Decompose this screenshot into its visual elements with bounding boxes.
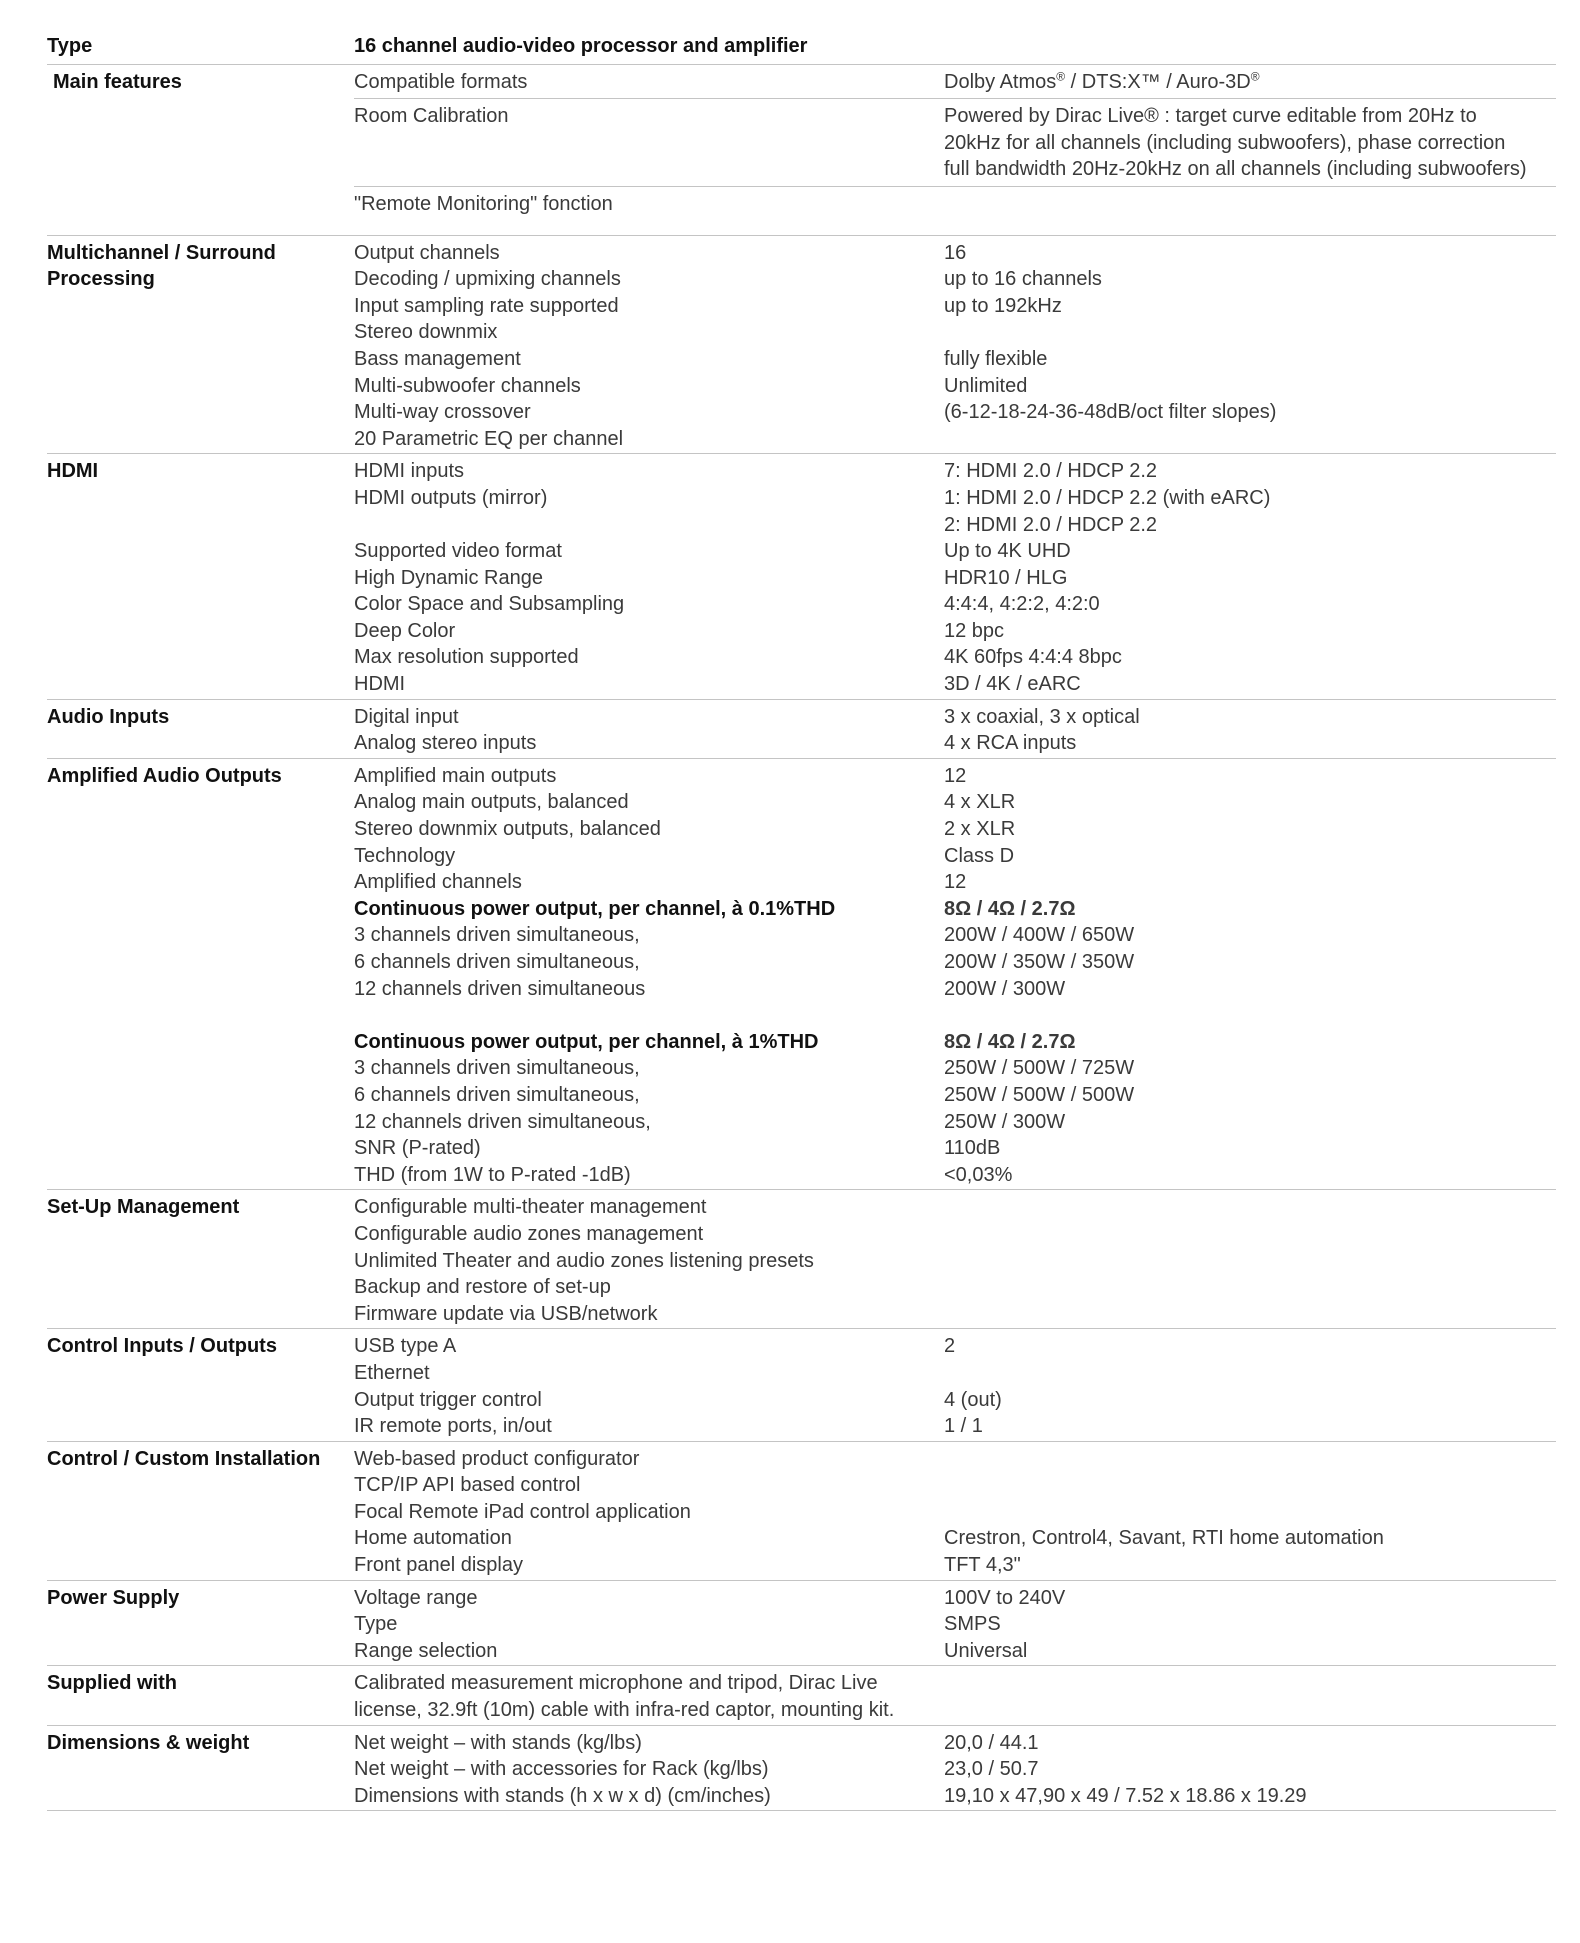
spec-label: HDMI outputs (mirror) [354,486,548,509]
spec-row [354,1552,1556,1579]
spec-row [354,1638,1556,1665]
spec-label: Supported video format [354,540,562,563]
spec-value: up to 192kHz [944,294,1062,317]
spec-value: 250W / 300W [944,1110,1066,1133]
spec-label: Analog stereo inputs [354,732,537,755]
spec-row [354,346,1556,373]
spec-section [47,236,1556,455]
spec-rows [354,458,1556,697]
spec-row [354,485,1556,512]
spec-value [944,191,1556,218]
spec-label: 3 channels driven simultaneous, [354,924,640,947]
spec-row [354,896,1556,923]
spec-row [354,319,1556,346]
spec-row [354,869,1556,896]
spec-label: Dimensions with stands (h x w x d) (cm/inches) [354,1784,771,1807]
spec-row [354,1387,1556,1414]
spec-row [354,565,1556,592]
spec-rows [354,1585,1556,1665]
spec-label: Stereo downmix outputs, balanced [354,818,661,841]
spec-section [47,1666,1556,1725]
spec-label: Calibrated measurement microphone and tripod, Dirac Live license, 32.9ft (10m) cable with infra-red captor, mounting kit. [354,1672,895,1722]
spec-label: Front panel display [354,1554,523,1577]
spec-value: Powered by Dirac Live® : target curve editable from 20Hz to 20kHz for all channels (including subwoofers), phase correction full bandwidth 20Hz-20kHz on all channels (including subwoofers) [944,105,1527,181]
spec-value: 1 / 1 [944,1415,983,1438]
spec-label: Unlimited Theater and audio zones listening presets [354,1249,814,1272]
spec-label: High Dynamic Range [354,566,543,589]
spec-row [354,843,1556,870]
spec-row [354,1274,1556,1301]
section-title: HDMI [47,460,99,483]
spec-value: 4 x XLR [944,791,1016,814]
spec-label: Net weight – with accessories for Rack (kg/lbs) [354,1758,769,1781]
spec-section [47,454,1556,699]
section-title: Audio Inputs [47,705,170,728]
spec-rows [354,763,1556,1189]
spec-value: 2: HDMI 2.0 / HDCP 2.2 [944,513,1158,536]
spec-row [354,1221,1556,1248]
spec-sections [47,236,1556,1812]
spec-row [354,458,1556,485]
spec-row [354,1446,1556,1473]
section-title: Main features [53,70,182,93]
spec-value: 200W / 400W / 650W [944,924,1135,947]
spec-label: Analog main outputs, balanced [354,791,629,814]
spec-row [354,763,1556,790]
spec-label: 6 channels driven simultaneous, [354,1083,640,1106]
spec-value: Universal [944,1639,1028,1662]
spec-label: Firmware update via USB/network [354,1302,658,1325]
spec-row [354,538,1556,565]
spec-value: TFT 4,3" [944,1554,1021,1577]
spec-label: 20 Parametric EQ per channel [354,427,624,450]
spec-row [354,644,1556,671]
spec-label: Deep Color [354,619,456,642]
spec-label: Digital input [354,705,459,728]
spec-label: Room Calibration [354,105,509,128]
spec-value: <0,03% [944,1163,1013,1186]
spec-value: 7: HDMI 2.0 / HDCP 2.2 [944,460,1158,483]
spec-row [354,704,1556,731]
spec-value: 23,0 / 50.7 [944,1758,1039,1781]
spec-label: USB type A [354,1335,457,1358]
spec-value: 2 x XLR [944,818,1016,841]
spec-row [354,671,1556,698]
spec-label: Ethernet [354,1361,430,1384]
spec-value [944,1002,1556,1029]
spec-row [354,187,1556,235]
spec-value: 100V to 240V [944,1586,1066,1609]
spec-label: Output channels [354,241,500,264]
spec-label: 6 channels driven simultaneous, [354,951,640,973]
spec-value: 8Ω / 4Ω / 2.7Ω [944,1030,1076,1053]
section-title: Set-Up Management [47,1196,240,1219]
spec-value: HDR10 / HLG [944,566,1068,589]
spec-label: "Remote Monitoring" fonction [354,192,613,215]
spec-rows [354,1194,1556,1327]
spec-label: THD (from 1W to P-rated -1dB) [354,1163,631,1186]
spec-row [354,1525,1556,1552]
spec-value: fully flexible [944,347,1048,370]
spec-value [944,426,1556,453]
spec-value: Unlimited [944,374,1028,397]
spec-section [47,1190,1556,1329]
spec-value: 16 [944,241,967,264]
spec-label: Color Space and Subsampling [354,593,625,616]
spec-value: 2 [944,1335,956,1358]
section-title: Power Supply [47,1586,180,1609]
spec-value: 4 (out) [944,1388,1002,1411]
spec-label: Configurable multi-theater management [354,1196,707,1219]
spec-label: Amplified channels [354,871,522,894]
spec-label: Net weight – with stands (kg/lbs) [354,1731,642,1754]
spec-rows [354,1670,1556,1723]
spec-row [354,1611,1556,1638]
spec-label: HDMI [354,673,406,696]
spec-label: Multi-way crossover [354,401,531,424]
spec-label: Range selection [354,1639,498,1662]
spec-row [354,816,1556,843]
spec-value [944,1248,1556,1275]
spec-label: IR remote ports, in/out [354,1415,552,1438]
spec-label: Backup and restore of set-up [354,1276,611,1299]
spec-value: 250W / 500W / 725W [944,1057,1135,1080]
spec-row [354,922,1556,949]
spec-row [354,1109,1556,1136]
spec-row [354,1730,1556,1757]
section-title: Control / Custom Installation [47,1447,321,1470]
spec-value: 200W / 350W / 350W [944,951,1135,973]
spec-label: 12 channels driven simultaneous [354,977,646,1000]
spec-row [354,1248,1556,1275]
spec-label: 12 channels driven simultaneous, [354,1110,651,1133]
spec-section [47,759,1556,1191]
spec-label: Decoding / upmixing channels [354,268,621,291]
spec-row [354,730,1556,757]
spec-row [354,618,1556,645]
spec-value: 12 [944,764,967,787]
spec-row [354,69,1556,100]
spec-row [354,1162,1556,1189]
spec-label: Max resolution supported [354,646,579,669]
spec-section [47,1442,1556,1581]
spec-value: 12 bpc [944,619,1005,642]
spec-row [354,789,1556,816]
spec-value: 4K 60fps 4:4:4 8bpc [944,646,1122,669]
spec-label: SNR (P-rated) [354,1137,481,1160]
spec-value [944,1472,1556,1499]
spec-row [354,1585,1556,1612]
spec-section [47,700,1556,759]
spec-value [944,319,1556,346]
spec-value: (6-12-18-24-36-48dB/oct filter slopes) [944,401,1277,424]
spec-row [354,1002,1556,1029]
spec-label: Input sampling rate supported [354,294,619,317]
spec-label: Voltage range [354,1586,478,1609]
spec-row [354,1360,1556,1387]
spec-row [354,399,1556,426]
spec-section-main-features [47,65,1556,236]
spec-row [354,1472,1556,1499]
spec-value: 3D / 4K / eARC [944,673,1081,696]
spec-label: TCP/IP API based control [354,1474,581,1497]
spec-row [354,1135,1556,1162]
spec-value [944,1221,1556,1248]
spec-section [47,1329,1556,1441]
spec-value [944,1194,1556,1221]
section-title: Control Inputs / Outputs [47,1335,277,1358]
spec-row [354,1499,1556,1526]
spec-label: Output trigger control [354,1388,542,1411]
spec-label: Stereo downmix [354,321,498,344]
section-title: Amplified Audio Outputs [47,764,282,787]
spec-section-type [47,33,1556,65]
section-title: Multichannel / Surround Processing [47,241,276,291]
spec-label: Type [354,1613,398,1636]
feature-rows [354,69,1556,235]
spec-value [944,1670,1556,1723]
spec-row [354,99,1556,187]
spec-value: 20,0 / 44.1 [944,1731,1039,1754]
spec-row [354,426,1556,453]
spec-value: Class D [944,844,1015,867]
spec-value: 1: HDMI 2.0 / HDCP 2.2 (with eARC) [944,486,1271,509]
spec-row [354,266,1556,293]
spec-row [354,1055,1556,1082]
spec-value: 4 x RCA inputs [944,732,1077,755]
spec-row [354,591,1556,618]
spec-row [354,1756,1556,1783]
spec-value: 110dB [944,1137,1001,1160]
spec-label: Amplified main outputs [354,764,557,787]
spec-row [354,240,1556,267]
spec-rows [354,704,1556,757]
spec-value: 3 x coaxial, 3 x optical [944,705,1140,728]
spec-row [354,293,1556,320]
spec-rows [354,1730,1556,1810]
spec-label: Home automation [354,1527,512,1550]
spec-value: SMPS [944,1613,1001,1636]
spec-value [944,1274,1556,1301]
spec-value: 200W / 300W [944,977,1066,1000]
spec-label: Multi-subwoofer channels [354,374,581,397]
spec-row [354,949,1556,976]
spec-label: HDMI inputs [354,460,465,483]
section-title: Supplied with [47,1672,177,1695]
spec-value: 8Ω / 4Ω / 2.7Ω [944,897,1076,920]
spec-row [354,512,1556,539]
spec-label: Configurable audio zones management [354,1222,704,1245]
spec-row [354,1783,1556,1810]
spec-value: 4:4:4, 4:2:2, 4:2:0 [944,593,1100,616]
spec-row [354,1029,1556,1056]
spec-label: Bass management [354,347,521,370]
spec-row [354,1333,1556,1360]
spec-value: 19,10 x 47,90 x 49 / 7.52 x 18.86 x 19.29 [944,1784,1307,1807]
spec-value [944,1446,1556,1473]
spec-value [944,1499,1556,1526]
spec-section [47,1726,1556,1812]
spec-row [354,1082,1556,1109]
spec-value: Crestron, Control4, Savant, RTI home automation [944,1527,1384,1550]
section-title: Dimensions & weight [47,1731,250,1754]
spec-row [354,1194,1556,1221]
spec-value: 12 [944,871,967,894]
spec-rows [354,1333,1556,1439]
spec-row [354,373,1556,400]
spec-row [354,1670,1556,1723]
spec-row [354,976,1556,1003]
spec-row [354,1413,1556,1440]
spec-value [944,1360,1556,1387]
spec-label: Continuous power output, per channel, à 1%THD [354,1030,819,1053]
section-title: Type [47,35,93,57]
spec-rows [354,1446,1556,1579]
spec-value: 250W / 500W / 500W [944,1083,1135,1106]
spec-value: Dolby Atmos® / DTS:X™ / Auro-3D® [944,68,1260,93]
spec-label: Technology [354,844,456,867]
spec-value: Up to 4K UHD [944,540,1071,563]
spec-value: up to 16 channels [944,268,1102,291]
spec-label: Web-based product configurator [354,1447,640,1470]
spec-label: Focal Remote iPad control application [354,1500,691,1523]
spec-label: Continuous power output, per channel, à 0.1%THD [354,897,836,920]
spec-value [944,1301,1556,1328]
spec-rows [354,240,1556,453]
spec-label: 3 channels driven simultaneous, [354,1057,640,1080]
spec-section [47,1581,1556,1667]
spec-label [354,1002,944,1029]
spec-label: Compatible formats [354,70,528,93]
spec-row [354,1301,1556,1328]
type-value: 16 channel audio-video processor and amplifier [354,35,808,57]
spec-label [354,512,944,539]
